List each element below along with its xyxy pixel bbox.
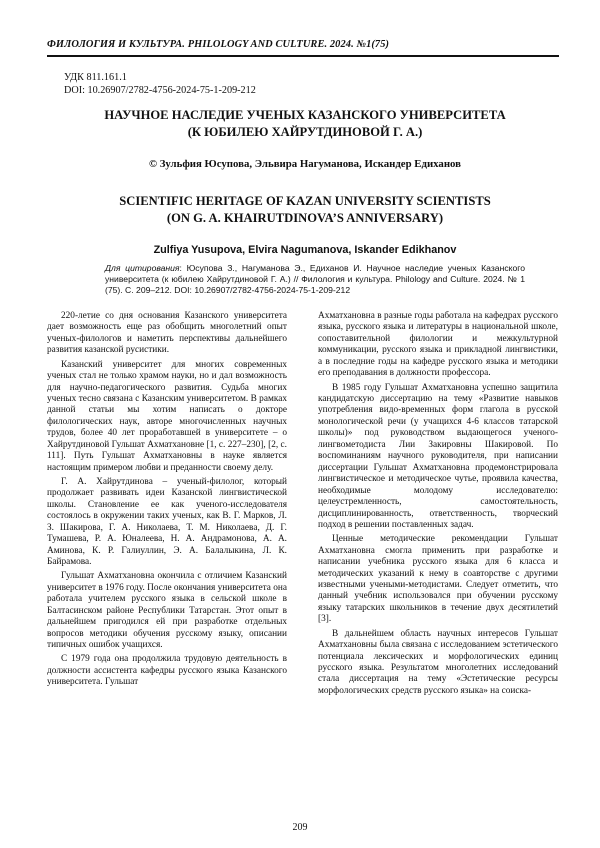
- title-en: [70, 193, 540, 226]
- paragraph: Казанский университет для многих современных ученых стал не только храмом науки, но и дал возможность для научно-педагогического развития. Судьба многих ученых тесно связана с Казанским университетом. В рамках данной статьи мы хотим написать о докторе филологических наук, авторе многочисленных научных трудов, более 40 лет проработавшей в университете – о Хайрутдиновой Гульшат Ахматхановне [1, с. 227–230], [2, с. 111]. Путь Гульшат Ахматхановны в науке является настоящим примером любви и преданности своему делу.: [47, 359, 287, 473]
- paragraph: С 1979 года она продолжила трудовую деятельность в должности ассистента кафедры русского языка Казанского университета. Гульшат: [47, 654, 287, 688]
- paragraph: Г. А. Хайрутдинова – ученый-филолог, который продолжает развивать идеи Казанской лингвистической школы. Становление ее как ученого-исследователя состоялось в окружении таких ученых, как В. Г. Марков, Л. З. Шакирова, Г. А. Николаева, Т. М. Николаева, Д. Г. Тумашева, Р. А. Юналеева, Н. А. Андрамонова, А. А. Аминова, К. Р. Галиуллин, Э. А. Балалыкина, Л. К. Байрамова.: [47, 476, 287, 568]
- page-number: 209: [292, 822, 308, 833]
- body-column-left: [47, 311, 287, 691]
- paragraph: В дальнейшем область научных интересов Гульшат Ахматхановны была связана с исследованием эстетического потенциала лексических и морфологических единиц русского языка. Результатом многолетних исследований стала диссертация на тему «Эстетические ресурсы морфологических средств русского языка» на соиска-: [318, 628, 558, 696]
- title-en-line-2: (ON G. A. KHAIRUTDINOVA’S ANNIVERSARY): [166, 210, 444, 225]
- body-column-right: [318, 311, 558, 700]
- paragraph: 220-летие со дня основания Казанского университета дает возможность еще раз обобщить многолетний опыт ученых-филологов и наметить перспективы дальнейшего развития казанской русистики.: [47, 311, 287, 356]
- udk-code: УДК 811.161.1: [64, 72, 127, 83]
- doi: DOI: 10.26907/2782-4756-2024-75-1-209-212: [64, 85, 256, 96]
- title-ru: [70, 107, 540, 140]
- authors-ru: © Зульфия Юсупова, Эльвира Нагуманова, Искандер Едиханов: [148, 158, 462, 170]
- paragraph: Гульшат Ахматхановна окончила с отличием Казанский университет в 1976 году. После окончания университета она работала учителем русского языка в сельской школе в Балтасинском районе Республики Татарстан. Этот опыт в дальнейшем пригодился ей при разработке отдельных вопросов методики обучения русскому языку, описании типичных ошибок учащихся.: [47, 571, 287, 651]
- authors-en: Zulfiya Yusupova, Elvira Nagumanova, Iskander Edikhanov: [153, 244, 457, 256]
- citation-text: : Юсупова З., Нагуманова Э., Едиханов И. Научное наследие ученых Казанского университета (к юбилею Хайрутдиновой Г. А.) // Филология и культура. Philology and Culture. 2024. № 1 (75). С. 209–212. DOI: 10.26907/2782-4756-2024-75-1-209-212: [105, 263, 525, 296]
- citation-label: Для цитирования: [105, 263, 180, 273]
- title-en-line-1: SCIENTIFIC HERITAGE OF KAZAN UNIVERSITY SCIENTISTS: [119, 194, 491, 208]
- paragraph: В 1985 году Гульшат Ахматхановна успешно защитила кандидатскую диссертацию на тему «Развитие навыков употребления видо-временных форм глагола в русской монологической речи (у учащихся 4-6 классов татарской школы)» под руководством выдающегося ученого-лингвометодиста Лии Закировны Шакировой. По воспоминаниям научного руководителя, при написании диссертации Гульшат Ахматхановна продемонстрировала лингвистическое и методическое чутье, проявила качества, необходимые молодому исследователю: целеустремленность, самостоятельность, дисциплинированность, ответственность, творческий подход в решении поставленных задач.: [318, 382, 558, 530]
- title-ru-line-2: (К ЮБИЛЕЮ ХАЙРУТДИНОВОЙ Г. А.): [187, 124, 423, 139]
- paragraph: Ценные методические рекомендации Гульшат Ахматхановна смогла применить при разработке и написании учебника русского языка для 6 класса и методических указаний к нему в соавторстве с другими известными учеными-методистами. Следует отметить, что данный учебник использовался при обучении русскому языку татарских школьников в течение двух десятилетий [3].: [318, 534, 558, 625]
- running-header: ФИЛОЛОГИЯ И КУЛЬТУРА. PHILOLOGY AND CULTURE. 2024. №1(75): [47, 39, 390, 50]
- title-ru-line-1: НАУЧНОЕ НАСЛЕДИЕ УЧЕНЫХ КАЗАНСКОГО УНИВЕРСИТЕТА: [104, 108, 506, 122]
- paragraph: Ахматхановна в разные годы работала на кафедрах русского языка, русского языка и литературы в национальной школе, сопоставительной филологии и межкультурной коммуникации, русского языка и прикладной лингвистики, а в последние годы на кафедре русского языка и методики его преподавания в должности профессора.: [318, 311, 558, 379]
- header-rule: [47, 55, 559, 57]
- citation-block: [105, 263, 525, 297]
